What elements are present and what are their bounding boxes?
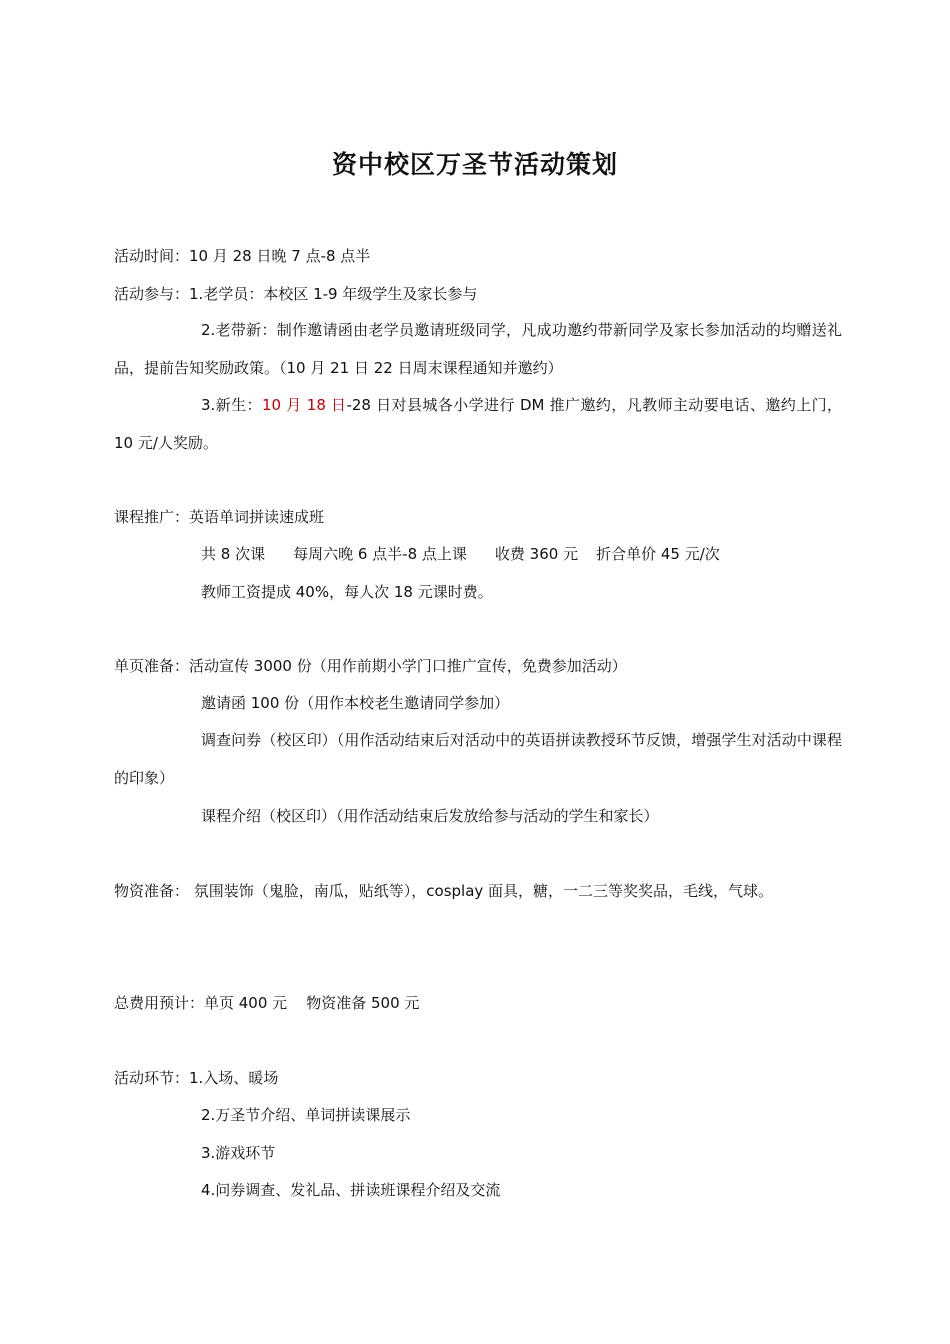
segments-row (114, 1066, 278, 1090)
course-schedule: 每周六晚 6 点半-8 点上课 (293, 545, 467, 563)
segments-item-4: 4.问券调查、发礼品、拼读班课程介绍及交流 (201, 1181, 501, 1199)
flyers-item-4: 课程介绍（校区印）（用作活动结束后发放给参与活动的学生和家长） (201, 807, 659, 825)
time-label: 活动时间： (114, 247, 190, 265)
segments-item-2: 2.万圣节介绍、单词拼读课展示 (201, 1106, 411, 1124)
flyers-row (114, 654, 627, 678)
flyers-item-1: 活动宣传 3000 份（用作前期小学门口推广宣传，免费参加活动） (189, 657, 627, 675)
time-value: 10 月 28 日晚 7 点-8 点半 (189, 247, 371, 265)
item3-date-highlight: 10 月 18 日 (261, 396, 347, 414)
participation-item-2: 2.老带新：制作邀请函由老学员邀请班级同学，凡成功邀约带新同学及家长参加活动的均赠送礼品，提前告知奖励政策。（10 月 21 日 22 日周末课程通知并邀约） (114, 321, 842, 377)
time-row (114, 244, 370, 268)
segments-label: 活动环节： (114, 1069, 190, 1087)
participation-item-3 (114, 387, 842, 462)
materials-row: 物资准备： 氛围装饰（鬼脸，南瓜，贴纸等），cosplay 面具，糖，一二三等奖奖品，毛线，气球。 (114, 882, 774, 900)
segments-item-3: 3.游戏环节 (201, 1144, 276, 1162)
course-row (114, 505, 324, 529)
participation-label: 活动参与： (114, 285, 190, 303)
flyers-item-2: 邀请函 100 份（用作本校老生邀请同学参加） (201, 694, 510, 712)
participation-row (114, 282, 477, 306)
item3-prefix: 3.新生： (201, 396, 262, 414)
segments-item-1: 1.入场、暖场 (189, 1069, 279, 1087)
page-title: 资中校区万圣节活动策划 (331, 150, 618, 179)
flyers-label: 单页准备： (114, 657, 190, 675)
course-teacher-pay: 教师工资提成 40%，每人次 18 元课时费。 (201, 583, 493, 601)
course-unit-price: 折合单价 45 元/次 (596, 545, 720, 563)
participation-item-1: 1.老学员：本校区 1-9 年级学生及家长参与 (189, 285, 478, 303)
flyers-item-3: 调查问券（校区印）（用作活动结束后对活动中的英语拼读教授环节反馈，增强学生对活动中课程的印象） (114, 731, 842, 787)
course-label: 课程推广： (114, 508, 190, 526)
budget-row: 总费用预计：单页 400 元 物资准备 500 元 (114, 994, 420, 1012)
course-fee: 收费 360 元 (494, 545, 579, 563)
course-count: 共 8 次课 (201, 545, 266, 563)
course-details (201, 542, 720, 566)
item3-rest: -28 日对县城各小学进行 DM 推广邀约，凡教师主动要电话、邀约上门，10 元/人奖励。 (114, 396, 842, 452)
course-name: 英语单词拼读速成班 (189, 508, 325, 526)
